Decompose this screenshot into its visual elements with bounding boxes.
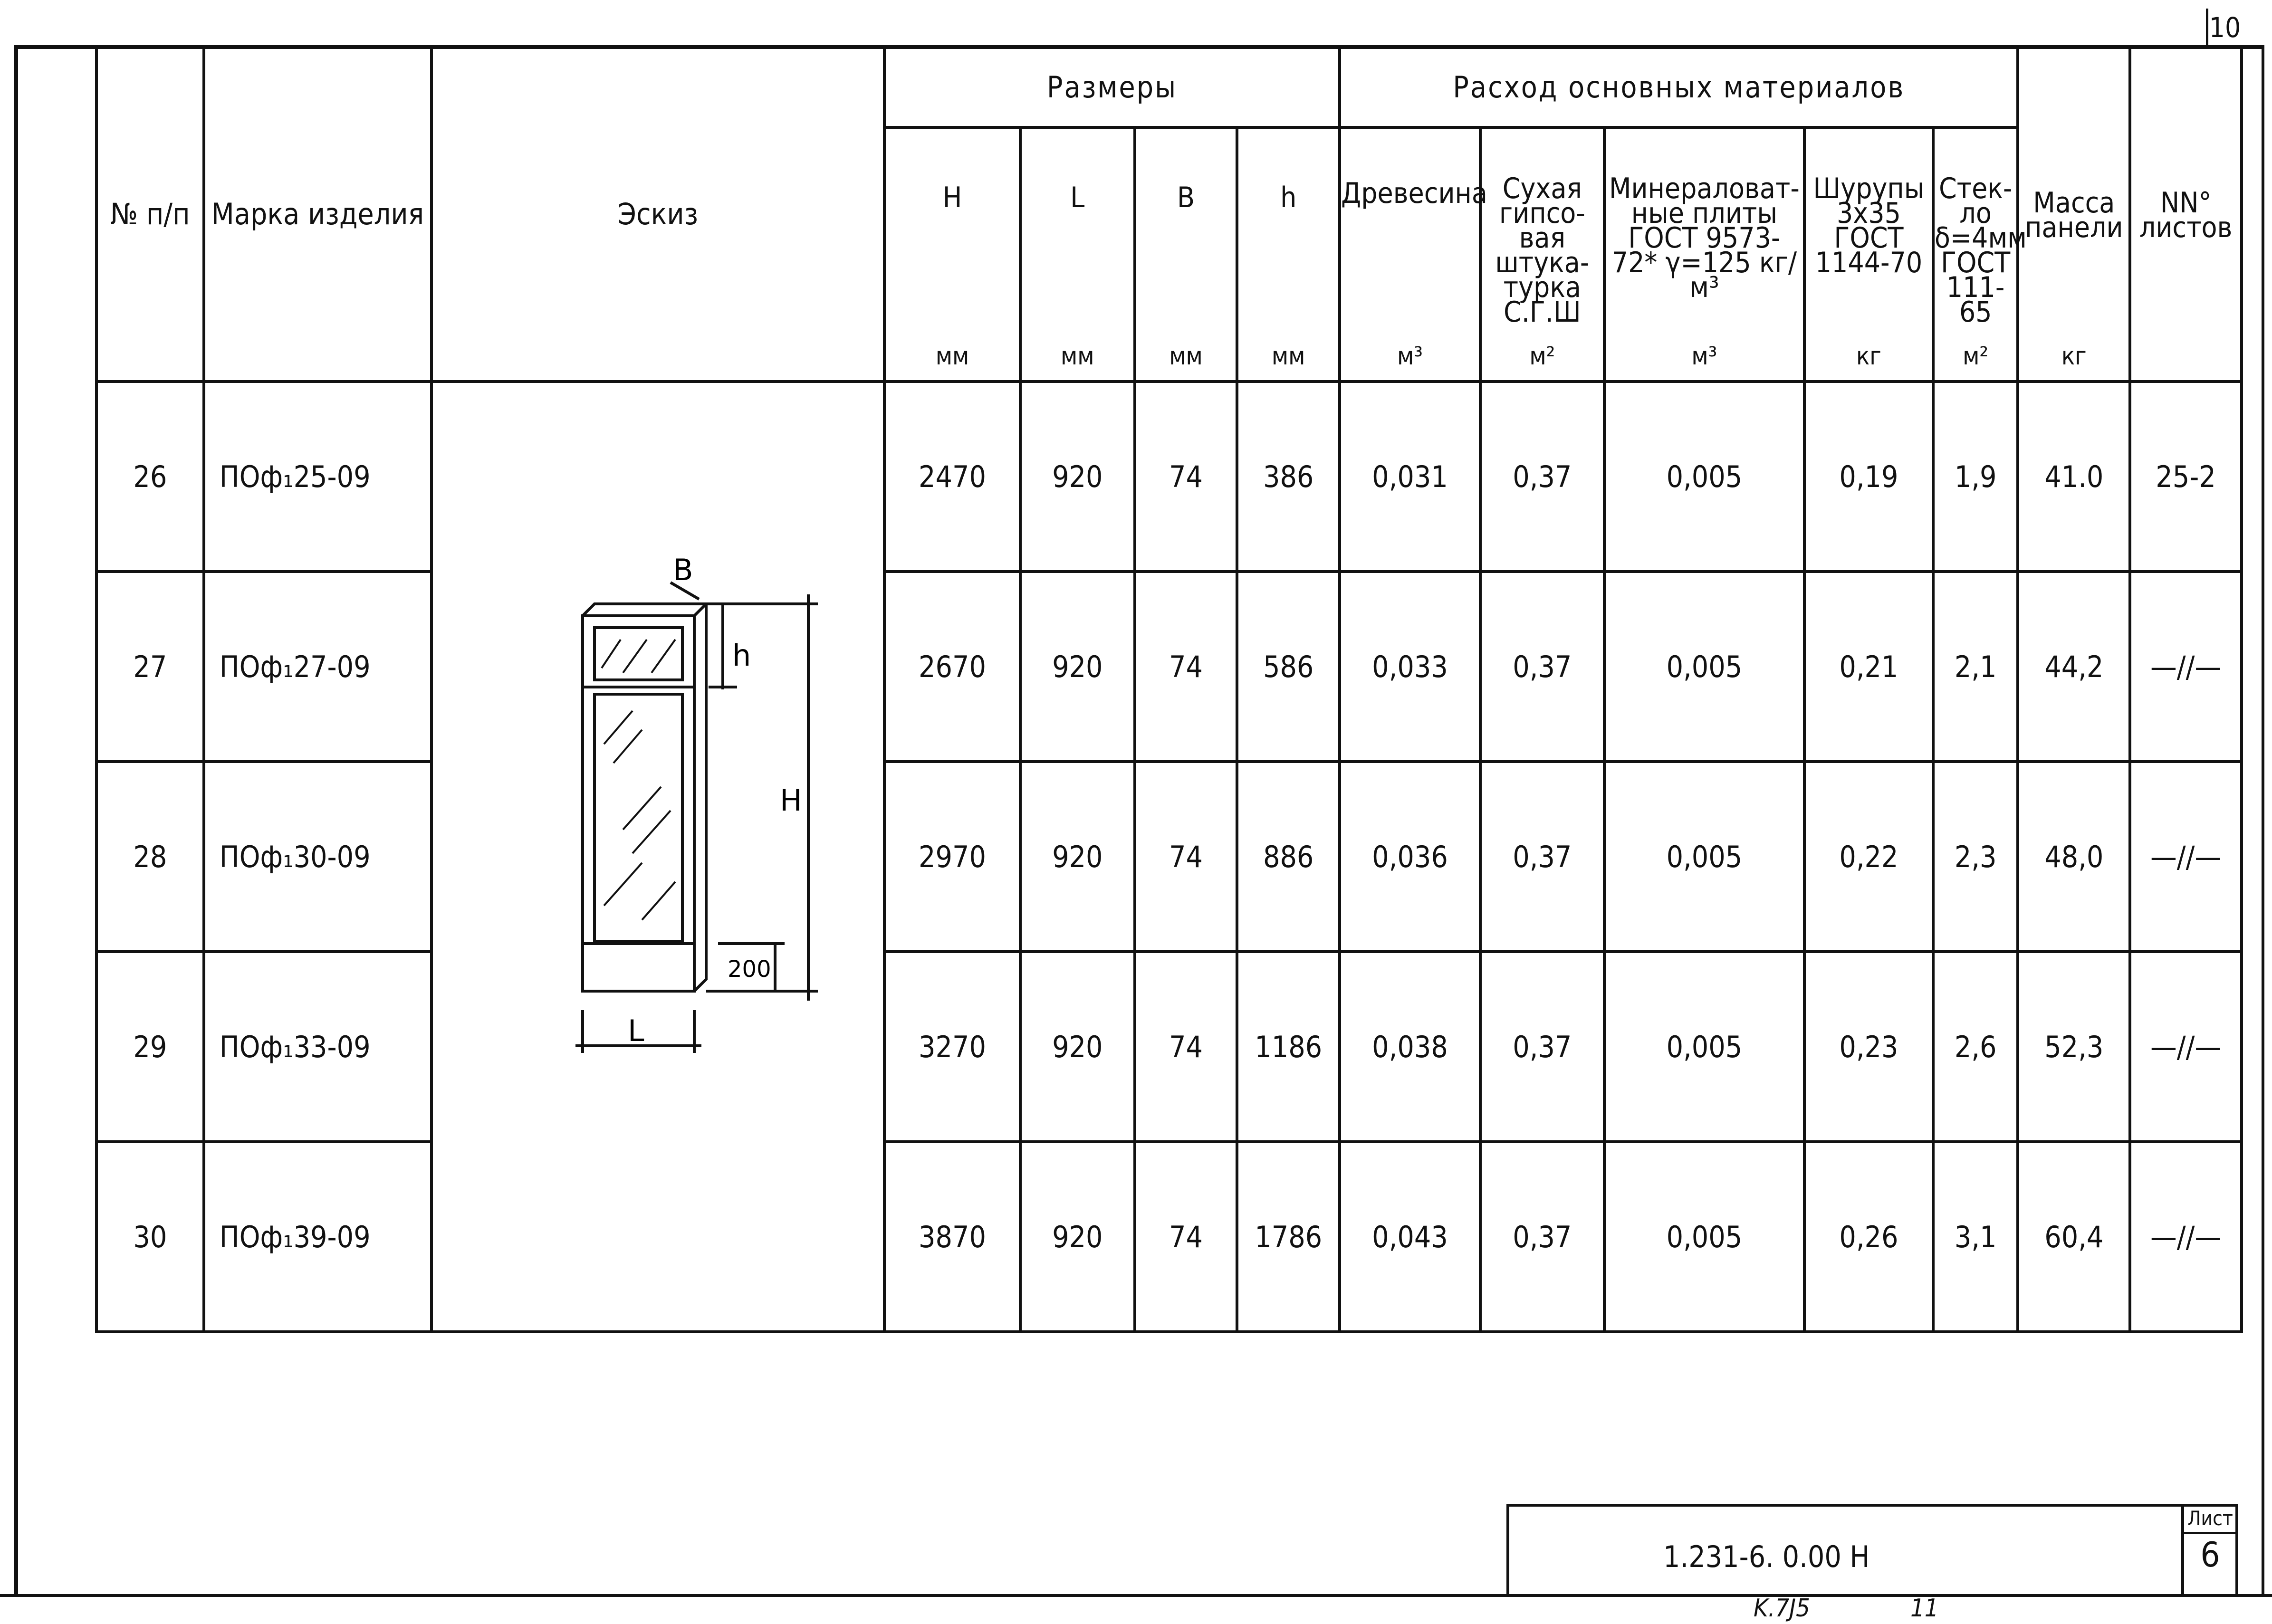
cell-gypsum: 0,37 (1480, 572, 1604, 762)
col-mass-header: Масса панели кг (2018, 47, 2130, 382)
row-num: 28 (96, 762, 204, 952)
cell-wood: 0,038 (1340, 952, 1480, 1142)
cell-B: 74 (1135, 762, 1237, 952)
col-B-header: B мм (1135, 127, 1237, 382)
sketch-label-h: h (732, 638, 751, 673)
cell-screws: 0,26 (1804, 1142, 1933, 1332)
cell-glass: 3,1 (1933, 1142, 2018, 1332)
cell-glass: 2,3 (1933, 762, 2018, 952)
cell-h: 886 (1237, 762, 1340, 952)
cell-H: 3870 (884, 1142, 1020, 1332)
table-row (96, 1142, 2242, 1332)
cell-B: 74 (1135, 382, 1237, 572)
cell-mass: 52,3 (2018, 952, 2130, 1142)
sheet-number: 6 (2200, 1535, 2220, 1575)
row-mark: ПОф₁30-09 (204, 762, 431, 952)
cell-gypsum: 0,37 (1480, 762, 1604, 952)
sketch-label-L: L (628, 1013, 644, 1048)
cell-B: 74 (1135, 572, 1237, 762)
corner-page-number: 10 (2206, 9, 2242, 47)
row-num: 26 (96, 382, 204, 572)
cell-screws: 0,19 (1804, 382, 1933, 572)
cell-h: 1786 (1237, 1142, 1340, 1332)
sketch-label-200: 200 (728, 956, 771, 983)
cell-L: 920 (1020, 382, 1135, 572)
cell-wood: 0,031 (1340, 382, 1480, 572)
cell-h: 586 (1237, 572, 1340, 762)
cell-sheets: —//— (2130, 762, 2242, 952)
cell-wood: 0,036 (1340, 762, 1480, 952)
sheet-label: Лист (2184, 1505, 2237, 1534)
cell-mineral: 0,005 (1604, 762, 1804, 952)
col-mineral-header: Минераловат-ные плиты ГОСТ 9573-72* γ=125 кг/м³ м³ (1604, 127, 1804, 382)
cell-mineral: 0,005 (1604, 572, 1804, 762)
col-num-header: № п/п (96, 47, 204, 382)
dims-group-header: Размеры (884, 47, 1340, 127)
cell-L: 920 (1020, 572, 1135, 762)
table-row (96, 762, 2242, 952)
footer-handwritten-code: K.7J5 (1754, 1594, 1810, 1623)
cell-wood: 0,033 (1340, 572, 1480, 762)
cell-sheets: 25-2 (2130, 382, 2242, 572)
cell-B: 74 (1135, 1142, 1237, 1332)
cell-H: 2470 (884, 382, 1020, 572)
cell-H: 3270 (884, 952, 1020, 1142)
cell-gypsum: 0,37 (1480, 1142, 1604, 1332)
title-block (1506, 1504, 2238, 1594)
cell-h: 386 (1237, 382, 1340, 572)
table-row (96, 572, 2242, 762)
materials-group-header: Расход основных материалов (1340, 47, 2018, 127)
cell-L: 920 (1020, 1142, 1135, 1332)
cell-screws: 0,23 (1804, 952, 1933, 1142)
cell-mineral: 0,005 (1604, 1142, 1804, 1332)
cell-mass: 41.0 (2018, 382, 2130, 572)
cell-mass: 48,0 (2018, 762, 2130, 952)
cell-sheets: —//— (2130, 1142, 2242, 1332)
cell-glass: 2,1 (1933, 572, 2018, 762)
col-mark-header: Марка изделия (204, 47, 431, 382)
col-L-header: L мм (1020, 127, 1135, 382)
col-sheets-header: NN° листов (2130, 47, 2242, 382)
row-mark: ПОф₁33-09 (204, 952, 431, 1142)
cell-wood: 0,043 (1340, 1142, 1480, 1332)
sketch-label-B: B (673, 553, 693, 587)
cell-gypsum: 0,37 (1480, 952, 1604, 1142)
materials-table (95, 45, 2243, 1333)
cell-L: 920 (1020, 952, 1135, 1142)
document-code: 1.231-6. 0.00 Н (1663, 1539, 1870, 1574)
sketch-cell (431, 382, 884, 1332)
cell-h: 1186 (1237, 952, 1340, 1142)
panel-sketch (433, 383, 884, 1331)
cell-mass: 44,2 (2018, 572, 2130, 762)
row-num: 29 (96, 952, 204, 1142)
row-num: 30 (96, 1142, 204, 1332)
col-wood-header: Древесина м³ (1340, 127, 1480, 382)
cell-glass: 2,6 (1933, 952, 2018, 1142)
cell-H: 2970 (884, 762, 1020, 952)
col-screws-header: Шурупы 3x35 ГОСТ 1144-70 кг (1804, 127, 1933, 382)
col-h-header: h мм (1237, 127, 1340, 382)
col-gypsum-header: Сухая гипсо-вая штука-турка С.Г.Ш м² (1480, 127, 1604, 382)
row-mark: ПОф₁39-09 (204, 1142, 431, 1332)
cell-gypsum: 0,37 (1480, 382, 1604, 572)
table-row (96, 382, 2242, 572)
cell-glass: 1,9 (1933, 382, 2018, 572)
cell-mineral: 0,005 (1604, 952, 1804, 1142)
col-glass-header: Стек-ло δ=4мм ГОСТ 111-65 м² (1933, 127, 2018, 382)
table-row (96, 952, 2242, 1142)
row-mark: ПОф₁25-09 (204, 382, 431, 572)
cell-screws: 0,21 (1804, 572, 1933, 762)
col-H-header: H мм (884, 127, 1020, 382)
cell-B: 74 (1135, 952, 1237, 1142)
footer-handwritten-number: 11 (1910, 1594, 1939, 1623)
cell-mass: 60,4 (2018, 1142, 2130, 1332)
sketch-label-H: H (780, 783, 802, 818)
cell-L: 920 (1020, 762, 1135, 952)
cell-H: 2670 (884, 572, 1020, 762)
cell-sheets: —//— (2130, 572, 2242, 762)
cell-sheets: —//— (2130, 952, 2242, 1142)
cell-mineral: 0,005 (1604, 382, 1804, 572)
cell-screws: 0,22 (1804, 762, 1933, 952)
row-num: 27 (96, 572, 204, 762)
row-mark: ПОф₁27-09 (204, 572, 431, 762)
col-sketch-header: Эскиз (431, 47, 884, 382)
